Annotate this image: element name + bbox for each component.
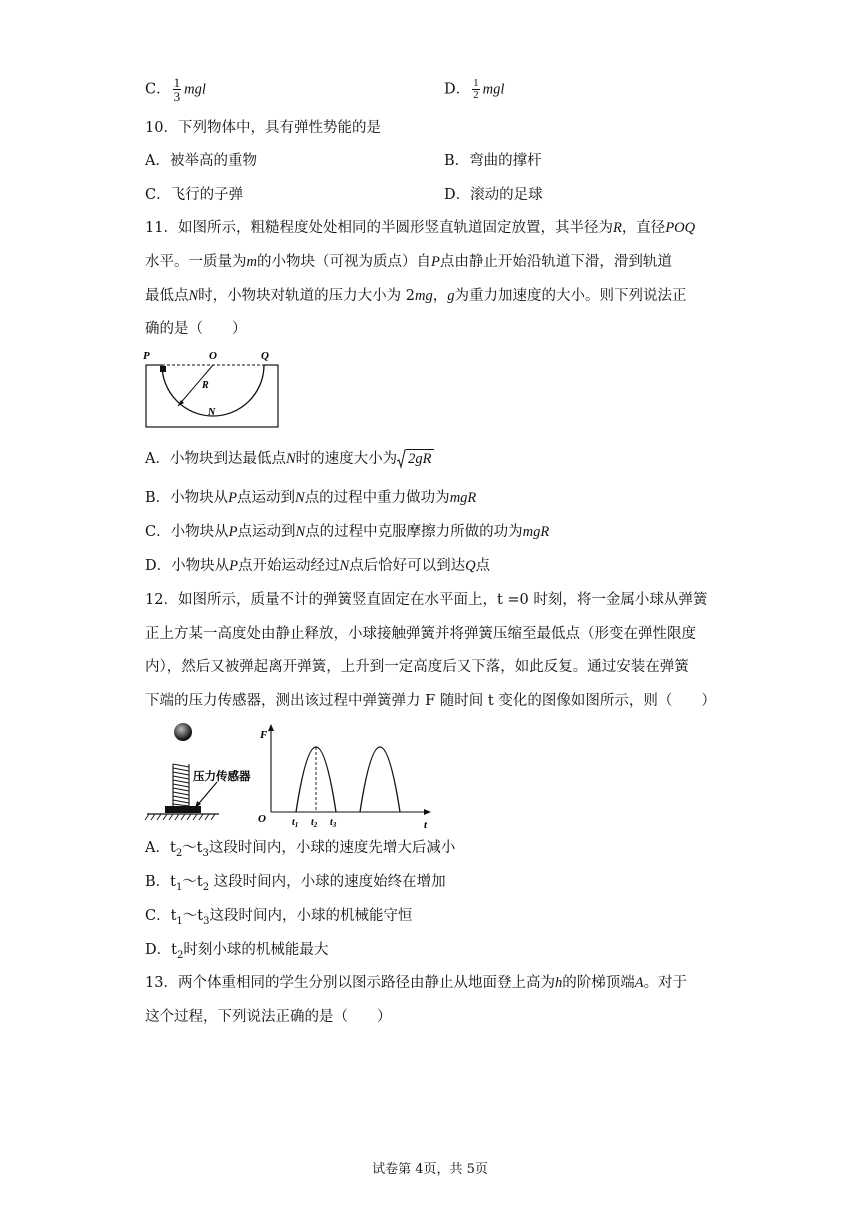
q11-option-a: A．小物块到达最低点N时的速度大小为 2gR — [145, 451, 432, 467]
q11-semicircle-figure — [140, 348, 282, 430]
q12-stem-line3: 内），然后又被弹起离开弹簧，上升到一定高度后又下落，如此反复。通过安装在弹簧 — [145, 659, 689, 675]
label-o: O — [209, 350, 217, 362]
q10-option-c: C．飞行的子弹 — [145, 187, 244, 203]
q10-stem: 10．下列物体中，具有弹性势能的是 — [145, 120, 381, 136]
q12-option-d: D．$t_2$时刻小球的机械能最大 — [145, 942, 329, 961]
ground-hatching — [145, 814, 215, 820]
f-axis-arrowhead — [268, 724, 274, 731]
block-at-p — [160, 366, 166, 372]
q11-option-d: D．小物块从P点开始运动经过N点后恰好可以到达Q点 — [145, 558, 491, 574]
q13-stem-line2: 这个过程，下列说法正确的是（ ） — [145, 1009, 392, 1025]
q11-stem-line4: 确的是（ ） — [145, 321, 247, 337]
label-r: R — [202, 380, 209, 391]
q12-stem-line1: 12．如图所示，质量不计的弹簧竖直固定在水平面上，t =0 时刻，将一金属小球从弹簧 — [145, 592, 708, 608]
q11-stem-line3: 最低点N时，小物块对轨道的压力大小为 2mg，g为重力加速度的大小。则下列说法正 — [145, 288, 687, 304]
label-t: t — [424, 819, 428, 830]
page-footer: 试卷第 4页，共 5页 — [372, 1162, 488, 1177]
q10-option-d: D．滚动的足球 — [444, 187, 543, 203]
fraction-one-half: $\frac{1}{2}$ — [473, 77, 479, 101]
q12-spring-sensor-figure — [143, 718, 255, 828]
q10-option-b: B．弯曲的撑杆 — [444, 153, 542, 169]
radical-sign-icon — [397, 449, 406, 469]
sqrt-2gr: 2gR — [397, 449, 433, 469]
q12-option-a: A．$t_2\sim t_3$这段时间内，小球的速度先增大后减小 — [145, 840, 456, 859]
q12-option-b: B．$t_1\sim t_2$ 这段时间内，小球的速度始终在增加 — [145, 874, 446, 893]
label-t1: $t_1$ — [292, 817, 299, 829]
label-t3: $t_3$ — [330, 817, 337, 829]
q12-stem-line4: 下端的压力传感器，测出该过程中弹簧弹力 F 随时间 t 变化的图像如图所示，则（ ） — [145, 693, 716, 709]
q12-option-c: C．$t_1\sim t_3$这段时间内，小球的机械能守恒 — [145, 908, 413, 927]
q10-option-a: A．被举高的重物 — [145, 153, 257, 169]
q13-stem-line1: 13．两个体重相同的学生分别以图示路径由静止从地面登上高为h的阶梯顶端A。对于 — [145, 975, 688, 991]
q11-stem-line1: 11．如图所示，粗糙程度处处相同的半圆形竖直轨道固定放置，其半径为R，直径POQ — [145, 220, 696, 236]
label-q: Q — [261, 350, 269, 362]
label-p: P — [143, 350, 150, 362]
label-o: O — [258, 813, 266, 825]
q12-stem-line2: 正上方某一高度处由静止释放，小球接触弹簧并将弹簧压缩至最低点（形变在弹性限度 — [145, 626, 696, 642]
force-pulse-2 — [360, 747, 400, 812]
label-n: N — [208, 407, 216, 418]
q12-force-time-graph — [256, 720, 436, 830]
metal-ball — [174, 723, 192, 741]
q9-option-d: D． $\frac{1}{2}$ mgl — [444, 77, 505, 101]
q11-stem-line2: 水平。一质量为m的小物块（可视为质点）自P点由静止开始沿轨道下滑，滑到轨道 — [145, 254, 672, 270]
label-t2: $t_2$ — [311, 817, 318, 829]
q11-option-c: C．小物块从P点运动到N点的过程中克服摩擦力所做的功为mgR — [145, 524, 550, 540]
fraction-one-third: $\frac{1}{3}$ — [173, 75, 181, 104]
q9-option-c: C． $\frac{1}{3}$ mgl — [145, 75, 206, 104]
spring-coil — [173, 764, 189, 806]
sensor-label: 压力传感器 — [193, 769, 251, 783]
label-f: F — [260, 729, 268, 741]
q11-option-b: B．小物块从P点运动到N点的过程中重力做功为mgR — [145, 490, 477, 506]
t-axis-arrowhead — [424, 809, 431, 815]
